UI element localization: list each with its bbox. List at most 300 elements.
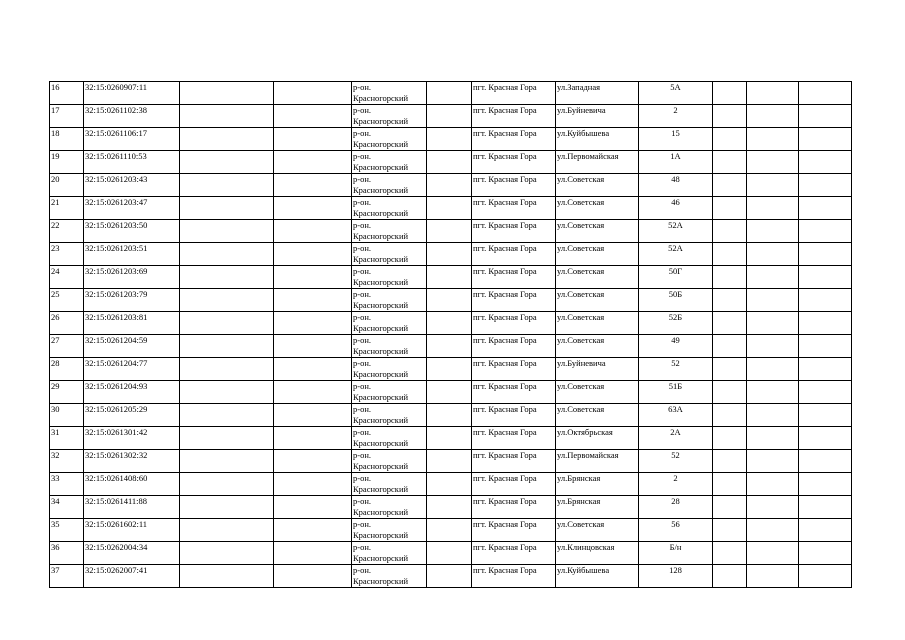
empty-cell xyxy=(180,450,274,473)
cadastral-number-cell: 32:15:0261204:59 xyxy=(84,335,180,358)
house-number-cell: 52А xyxy=(639,220,713,243)
empty-cell xyxy=(713,565,747,588)
street-cell: ул.Советская xyxy=(556,266,639,289)
empty-cell xyxy=(180,82,274,105)
empty-cell xyxy=(747,289,799,312)
empty-cell xyxy=(799,82,852,105)
empty-cell xyxy=(747,266,799,289)
empty-cell xyxy=(747,335,799,358)
table-row xyxy=(50,82,852,105)
district-name: Красногорский xyxy=(353,415,409,425)
empty-cell xyxy=(427,243,472,266)
house-number-cell: 46 xyxy=(639,197,713,220)
empty-cell xyxy=(180,266,274,289)
empty-cell xyxy=(747,105,799,128)
settlement-cell: пгт. Красная Гора xyxy=(472,565,556,588)
house-number-cell: 52 xyxy=(639,450,713,473)
street-cell: ул.Октябрьская xyxy=(556,427,639,450)
empty-cell xyxy=(713,404,747,427)
settlement-cell: пгт. Красная Гора xyxy=(472,243,556,266)
empty-cell xyxy=(427,266,472,289)
row-number-cell: 26 xyxy=(50,312,84,335)
cadastral-number-cell: 32:15:0260907:11 xyxy=(84,82,180,105)
district-name: Красногорский xyxy=(353,254,409,264)
district-abbrev: р-он. xyxy=(353,496,372,506)
street-cell: ул.Советская xyxy=(556,312,639,335)
empty-cell xyxy=(747,128,799,151)
empty-cell xyxy=(427,565,472,588)
empty-cell xyxy=(274,565,352,588)
district-abbrev: р-он. xyxy=(353,151,372,161)
street-cell: ул.Буйневича xyxy=(556,105,639,128)
empty-cell xyxy=(799,197,852,220)
cadastral-number-cell: 32:15:0261301:42 xyxy=(84,427,180,450)
table-row xyxy=(50,220,852,243)
house-number-cell: 50Г xyxy=(639,266,713,289)
row-number-cell: 35 xyxy=(50,519,84,542)
empty-cell xyxy=(799,220,852,243)
settlement-cell: пгт. Красная Гора xyxy=(472,381,556,404)
empty-cell xyxy=(747,243,799,266)
cadastral-number-cell: 32:15:0262004:34 xyxy=(84,542,180,565)
row-number-cell: 17 xyxy=(50,105,84,128)
cadastral-number-cell: 32:15:0261204:77 xyxy=(84,358,180,381)
settlement-cell: пгт. Красная Гора xyxy=(472,542,556,565)
house-number-cell: 5А xyxy=(639,82,713,105)
district-abbrev: р-он. xyxy=(353,128,372,138)
empty-cell xyxy=(799,105,852,128)
house-number-cell: 52 xyxy=(639,358,713,381)
district-abbrev: р-он. xyxy=(353,266,372,276)
cadastral-number-cell: 32:15:0261302:32 xyxy=(84,450,180,473)
district-cell xyxy=(352,358,427,381)
empty-cell xyxy=(180,358,274,381)
empty-cell xyxy=(799,542,852,565)
district-abbrev: р-он. xyxy=(353,197,372,207)
empty-cell xyxy=(274,105,352,128)
street-cell: ул.Первомайская xyxy=(556,151,639,174)
empty-cell xyxy=(747,151,799,174)
cadastral-number-cell: 32:15:0261106:17 xyxy=(84,128,180,151)
empty-cell xyxy=(180,243,274,266)
empty-cell xyxy=(747,312,799,335)
empty-cell xyxy=(427,381,472,404)
cadastral-number-cell: 32:15:0262007:41 xyxy=(84,565,180,588)
settlement-cell: пгт. Красная Гора xyxy=(472,335,556,358)
district-cell xyxy=(352,427,427,450)
settlement-cell: пгт. Красная Гора xyxy=(472,105,556,128)
empty-cell xyxy=(427,427,472,450)
empty-cell xyxy=(799,243,852,266)
settlement-cell: пгт. Красная Гора xyxy=(472,128,556,151)
empty-cell xyxy=(713,151,747,174)
street-cell: ул.Советская xyxy=(556,243,639,266)
empty-cell xyxy=(747,450,799,473)
settlement-cell: пгт. Красная Гора xyxy=(472,450,556,473)
street-cell: ул.Западная xyxy=(556,82,639,105)
cadastral-number-cell: 32:15:0261203:43 xyxy=(84,174,180,197)
empty-cell xyxy=(180,335,274,358)
empty-cell xyxy=(274,496,352,519)
row-number-cell: 34 xyxy=(50,496,84,519)
empty-cell xyxy=(747,542,799,565)
empty-cell xyxy=(274,335,352,358)
district-cell xyxy=(352,473,427,496)
empty-cell xyxy=(180,174,274,197)
row-number-cell: 31 xyxy=(50,427,84,450)
empty-cell xyxy=(274,289,352,312)
empty-cell xyxy=(427,174,472,197)
empty-cell xyxy=(180,151,274,174)
house-number-cell: 49 xyxy=(639,335,713,358)
district-name: Красногорский xyxy=(353,346,409,356)
district-name: Красногорский xyxy=(353,162,409,172)
empty-cell xyxy=(274,220,352,243)
empty-cell xyxy=(274,427,352,450)
empty-cell xyxy=(713,128,747,151)
empty-cell xyxy=(713,335,747,358)
empty-cell xyxy=(427,542,472,565)
empty-cell xyxy=(180,105,274,128)
settlement-cell: пгт. Красная Гора xyxy=(472,220,556,243)
house-number-cell: 128 xyxy=(639,565,713,588)
district-name: Красногорский xyxy=(353,208,409,218)
settlement-cell: пгт. Красная Гора xyxy=(472,496,556,519)
district-abbrev: р-он. xyxy=(353,450,372,460)
empty-cell xyxy=(180,220,274,243)
cadastral-number-cell: 32:15:0261203:69 xyxy=(84,266,180,289)
row-number-cell: 19 xyxy=(50,151,84,174)
empty-cell xyxy=(799,450,852,473)
empty-cell xyxy=(274,358,352,381)
district-abbrev: р-он. xyxy=(353,542,372,552)
cadastral-number-cell: 32:15:0261408:60 xyxy=(84,473,180,496)
empty-cell xyxy=(274,473,352,496)
empty-cell xyxy=(274,266,352,289)
empty-cell xyxy=(427,335,472,358)
house-number-cell: 28 xyxy=(639,496,713,519)
empty-cell xyxy=(180,128,274,151)
row-number-cell: 36 xyxy=(50,542,84,565)
district-abbrev: р-он. xyxy=(353,335,372,345)
table-row xyxy=(50,496,852,519)
district-name: Красногорский xyxy=(353,369,409,379)
empty-cell xyxy=(713,82,747,105)
table-row xyxy=(50,450,852,473)
empty-cell xyxy=(747,519,799,542)
settlement-cell: пгт. Красная Гора xyxy=(472,289,556,312)
row-number-cell: 30 xyxy=(50,404,84,427)
empty-cell xyxy=(427,197,472,220)
cadastral-number-cell: 32:15:0261205:29 xyxy=(84,404,180,427)
empty-cell xyxy=(427,151,472,174)
row-number-cell: 28 xyxy=(50,358,84,381)
empty-cell xyxy=(713,358,747,381)
empty-cell xyxy=(427,404,472,427)
district-cell xyxy=(352,174,427,197)
empty-cell xyxy=(274,197,352,220)
empty-cell xyxy=(799,358,852,381)
cadastral-number-cell: 32:15:0261203:79 xyxy=(84,289,180,312)
row-number-cell: 29 xyxy=(50,381,84,404)
empty-cell xyxy=(180,565,274,588)
empty-cell xyxy=(713,174,747,197)
row-number-cell: 25 xyxy=(50,289,84,312)
street-cell: ул.Буйневича xyxy=(556,358,639,381)
cadastral-number-cell: 32:15:0261204:93 xyxy=(84,381,180,404)
street-cell: ул.Советская xyxy=(556,381,639,404)
street-cell: ул.Брянская xyxy=(556,473,639,496)
empty-cell xyxy=(180,519,274,542)
row-number-cell: 18 xyxy=(50,128,84,151)
house-number-cell: 2 xyxy=(639,473,713,496)
empty-cell xyxy=(427,473,472,496)
empty-cell xyxy=(274,128,352,151)
empty-cell xyxy=(799,312,852,335)
district-cell xyxy=(352,450,427,473)
property-register-table xyxy=(49,81,852,588)
empty-cell xyxy=(747,358,799,381)
street-cell: ул.Советская xyxy=(556,197,639,220)
district-cell xyxy=(352,151,427,174)
district-name: Красногорский xyxy=(353,438,409,448)
empty-cell xyxy=(713,105,747,128)
district-name: Красногорский xyxy=(353,185,409,195)
empty-cell xyxy=(427,450,472,473)
district-name: Красногорский xyxy=(353,116,409,126)
district-name: Красногорский xyxy=(353,553,409,563)
district-name: Красногорский xyxy=(353,231,409,241)
house-number-cell: 50Б xyxy=(639,289,713,312)
cadastral-number-cell: 32:15:0261203:50 xyxy=(84,220,180,243)
cadastral-number-cell: 32:15:0261411:88 xyxy=(84,496,180,519)
house-number-cell: 48 xyxy=(639,174,713,197)
table-row xyxy=(50,358,852,381)
empty-cell xyxy=(799,427,852,450)
district-name: Красногорский xyxy=(353,484,409,494)
empty-cell xyxy=(427,496,472,519)
empty-cell xyxy=(427,82,472,105)
table-row xyxy=(50,404,852,427)
district-cell xyxy=(352,220,427,243)
table-row xyxy=(50,542,852,565)
empty-cell xyxy=(747,220,799,243)
district-abbrev: р-он. xyxy=(353,565,372,575)
district-abbrev: р-он. xyxy=(353,427,372,437)
table-row xyxy=(50,473,852,496)
district-name: Красногорский xyxy=(353,576,409,586)
district-abbrev: р-он. xyxy=(353,105,372,115)
street-cell: ул.Советская xyxy=(556,289,639,312)
district-cell xyxy=(352,565,427,588)
settlement-cell: пгт. Красная Гора xyxy=(472,473,556,496)
district-name: Красногорский xyxy=(353,139,409,149)
row-number-cell: 21 xyxy=(50,197,84,220)
table-row xyxy=(50,197,852,220)
empty-cell xyxy=(427,289,472,312)
empty-cell xyxy=(274,312,352,335)
empty-cell xyxy=(180,381,274,404)
district-cell xyxy=(352,519,427,542)
empty-cell xyxy=(799,519,852,542)
empty-cell xyxy=(747,496,799,519)
house-number-cell: 63А xyxy=(639,404,713,427)
district-name: Красногорский xyxy=(353,507,409,517)
district-abbrev: р-он. xyxy=(353,473,372,483)
house-number-cell: 1А xyxy=(639,151,713,174)
empty-cell xyxy=(799,381,852,404)
district-abbrev: р-он. xyxy=(353,358,372,368)
empty-cell xyxy=(799,473,852,496)
empty-cell xyxy=(799,266,852,289)
empty-cell xyxy=(713,519,747,542)
table-row xyxy=(50,427,852,450)
district-cell xyxy=(352,312,427,335)
settlement-cell: пгт. Красная Гора xyxy=(472,266,556,289)
settlement-cell: пгт. Красная Гора xyxy=(472,427,556,450)
settlement-cell: пгт. Красная Гора xyxy=(472,151,556,174)
empty-cell xyxy=(713,542,747,565)
row-number-cell: 27 xyxy=(50,335,84,358)
house-number-cell: 2 xyxy=(639,105,713,128)
table-row xyxy=(50,266,852,289)
district-name: Красногорский xyxy=(353,530,409,540)
district-cell xyxy=(352,243,427,266)
district-abbrev: р-он. xyxy=(353,82,372,92)
row-number-cell: 33 xyxy=(50,473,84,496)
row-number-cell: 23 xyxy=(50,243,84,266)
empty-cell xyxy=(427,312,472,335)
empty-cell xyxy=(713,473,747,496)
house-number-cell: 52А xyxy=(639,243,713,266)
empty-cell xyxy=(180,427,274,450)
district-abbrev: р-он. xyxy=(353,243,372,253)
row-number-cell: 37 xyxy=(50,565,84,588)
empty-cell xyxy=(747,404,799,427)
settlement-cell: пгт. Красная Гора xyxy=(472,197,556,220)
empty-cell xyxy=(713,243,747,266)
register-body xyxy=(50,82,852,588)
empty-cell xyxy=(427,358,472,381)
empty-cell xyxy=(180,404,274,427)
district-cell xyxy=(352,266,427,289)
district-cell xyxy=(352,335,427,358)
street-cell: ул.Советская xyxy=(556,519,639,542)
house-number-cell: Б/н xyxy=(639,542,713,565)
house-number-cell: 2А xyxy=(639,427,713,450)
empty-cell xyxy=(274,404,352,427)
empty-cell xyxy=(713,427,747,450)
district-cell xyxy=(352,404,427,427)
table-row xyxy=(50,335,852,358)
street-cell: ул.Советская xyxy=(556,174,639,197)
empty-cell xyxy=(747,174,799,197)
empty-cell xyxy=(799,128,852,151)
house-number-cell: 52Б xyxy=(639,312,713,335)
district-name: Красногорский xyxy=(353,93,409,103)
district-abbrev: р-он. xyxy=(353,519,372,529)
empty-cell xyxy=(713,197,747,220)
empty-cell xyxy=(427,128,472,151)
street-cell: ул.Первомайская xyxy=(556,450,639,473)
row-number-cell: 24 xyxy=(50,266,84,289)
street-cell: ул.Советская xyxy=(556,335,639,358)
empty-cell xyxy=(274,151,352,174)
table-row xyxy=(50,565,852,588)
district-abbrev: р-он. xyxy=(353,220,372,230)
empty-cell xyxy=(274,381,352,404)
empty-cell xyxy=(427,519,472,542)
district-cell xyxy=(352,542,427,565)
house-number-cell: 56 xyxy=(639,519,713,542)
empty-cell xyxy=(274,542,352,565)
empty-cell xyxy=(180,197,274,220)
table-row xyxy=(50,289,852,312)
district-cell xyxy=(352,496,427,519)
empty-cell xyxy=(180,496,274,519)
empty-cell xyxy=(713,381,747,404)
settlement-cell: пгт. Красная Гора xyxy=(472,519,556,542)
empty-cell xyxy=(274,82,352,105)
street-cell: ул.Советская xyxy=(556,220,639,243)
settlement-cell: пгт. Красная Гора xyxy=(472,358,556,381)
house-number-cell: 15 xyxy=(639,128,713,151)
row-number-cell: 22 xyxy=(50,220,84,243)
row-number-cell: 32 xyxy=(50,450,84,473)
empty-cell xyxy=(747,82,799,105)
table-row xyxy=(50,151,852,174)
row-number-cell: 20 xyxy=(50,174,84,197)
empty-cell xyxy=(274,519,352,542)
empty-cell xyxy=(747,427,799,450)
district-name: Красногорский xyxy=(353,392,409,402)
empty-cell xyxy=(799,565,852,588)
district-abbrev: р-он. xyxy=(353,289,372,299)
empty-cell xyxy=(713,450,747,473)
empty-cell xyxy=(747,197,799,220)
empty-cell xyxy=(274,450,352,473)
empty-cell xyxy=(180,312,274,335)
empty-cell xyxy=(799,335,852,358)
empty-cell xyxy=(747,381,799,404)
district-name: Красногорский xyxy=(353,300,409,310)
empty-cell xyxy=(713,289,747,312)
empty-cell xyxy=(799,174,852,197)
empty-cell xyxy=(427,105,472,128)
empty-cell xyxy=(799,151,852,174)
empty-cell xyxy=(799,289,852,312)
cadastral-number-cell: 32:15:0261102:38 xyxy=(84,105,180,128)
empty-cell xyxy=(713,312,747,335)
settlement-cell: пгт. Красная Гора xyxy=(472,312,556,335)
settlement-cell: пгт. Красная Гора xyxy=(472,404,556,427)
table-row xyxy=(50,128,852,151)
cadastral-number-cell: 32:15:0261110:53 xyxy=(84,151,180,174)
cadastral-number-cell: 32:15:0261203:51 xyxy=(84,243,180,266)
district-abbrev: р-он. xyxy=(353,404,372,414)
table-row xyxy=(50,174,852,197)
district-cell xyxy=(352,197,427,220)
empty-cell xyxy=(713,266,747,289)
table-row xyxy=(50,381,852,404)
empty-cell xyxy=(713,220,747,243)
street-cell: ул.Куйбышева xyxy=(556,128,639,151)
cadastral-number-cell: 32:15:0261203:81 xyxy=(84,312,180,335)
empty-cell xyxy=(713,496,747,519)
district-cell xyxy=(352,105,427,128)
settlement-cell: пгт. Красная Гора xyxy=(472,82,556,105)
empty-cell xyxy=(799,404,852,427)
